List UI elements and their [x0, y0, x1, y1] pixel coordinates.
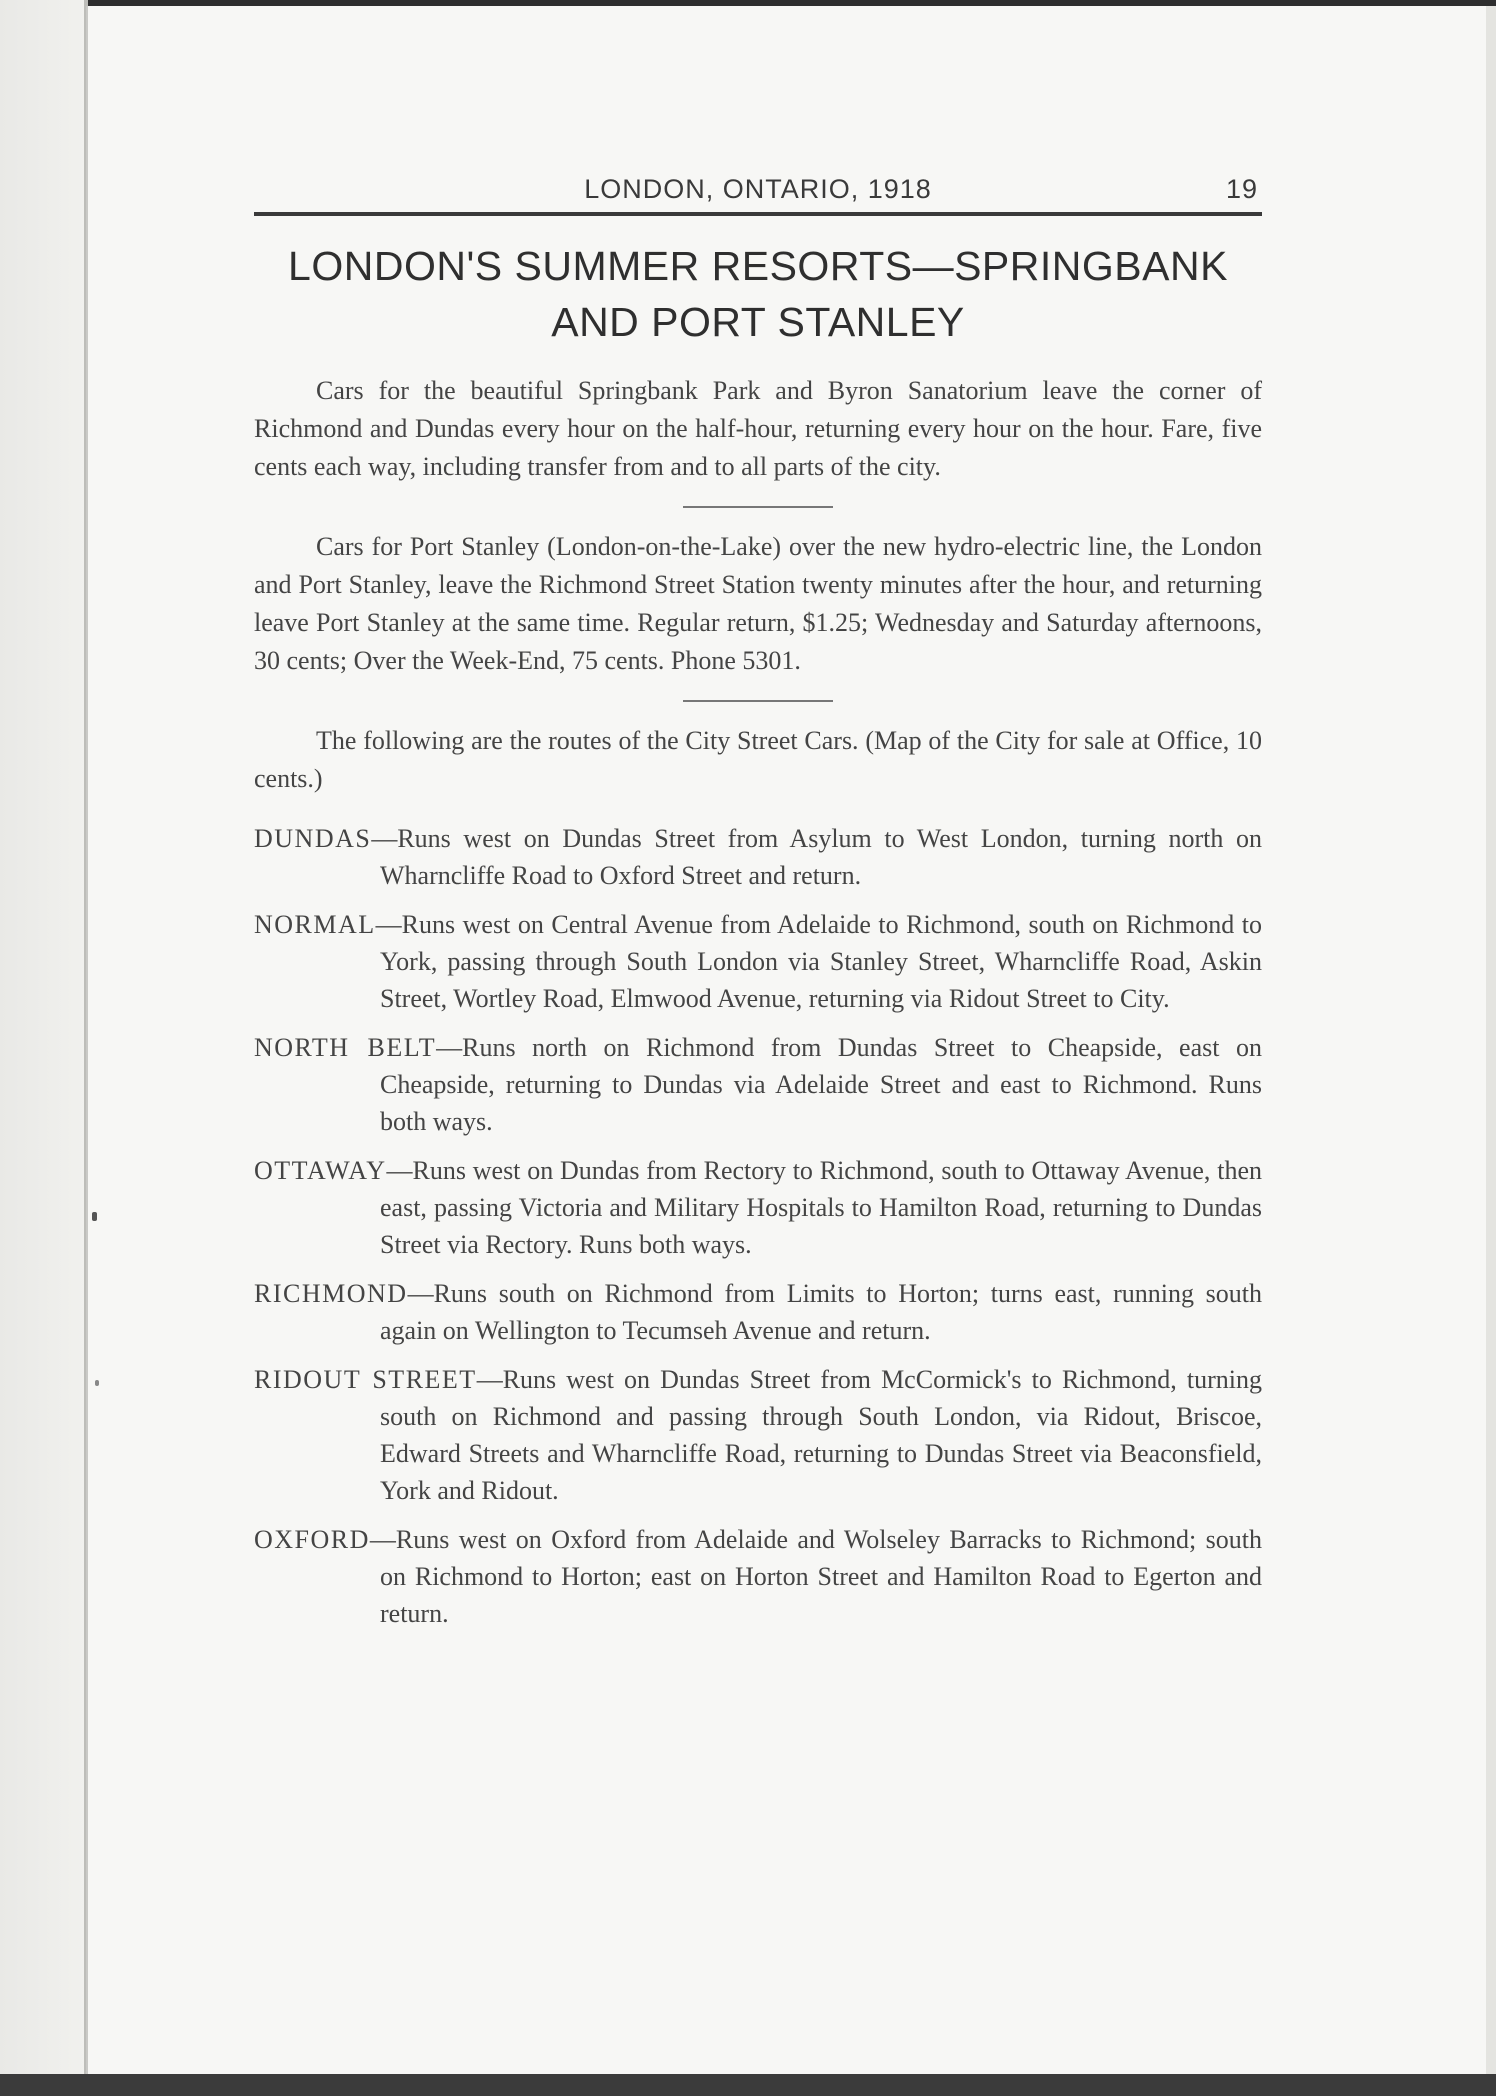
- route-name: OXFORD: [254, 1525, 370, 1554]
- route-name: RIDOUT STREET: [254, 1365, 477, 1394]
- route-description: Runs west on Oxford from Adelaide and Wolseley Barracks to Richmond; south on Richmond to Horton; east on Horton Street and Hamilton Road to Egerton and return.: [380, 1525, 1262, 1628]
- route-list: [254, 820, 1262, 1632]
- route-description: Runs west on Dundas Street from McCormick's to Richmond, turning south on Richmond and passing through South London, via Ridout, Briscoe, Edward Streets and Wharncliffe Road, returning to Dundas Street via Beaconsfield, York and Ridout.: [380, 1365, 1262, 1505]
- route-entry: [254, 1361, 1262, 1509]
- route-description: Runs west on Dundas Street from Asylum to West London, turning north on Wharncliffe Road to Oxford Street and return.: [380, 824, 1262, 890]
- facing-page-margin: [0, 0, 86, 2074]
- route-separator: —: [371, 824, 398, 853]
- section-divider: [683, 700, 833, 702]
- section-divider: [683, 506, 833, 508]
- route-separator: —: [386, 1156, 413, 1185]
- paragraph-springbank: Cars for the beautiful Springbank Park and Byron Sanatorium leave the corner of Richmond and Dundas every hour on the half-hour, returning every hour on the hour. Fare, five cents each way, including transfer from and to all parts of the city.: [254, 376, 1262, 481]
- paragraph-port-stanley: Cars for Port Stanley (London-on-the-Lake) over the new hydro-electric line, the London and Port Stanley, leave the Richmond Street Station twenty minutes after the hour, and returning leave Port Stanley at the same time. Regular return, $1.25; Wednesday and Saturday afternoons, 30 cents; Over the Week-End, 75 cents. Phone 5301.: [254, 532, 1262, 675]
- route-entry: [254, 820, 1262, 894]
- running-title: LONDON, ONTARIO, 1918: [584, 174, 932, 204]
- route-entry: [254, 1029, 1262, 1140]
- running-head: [254, 170, 1262, 216]
- route-entry: [254, 1152, 1262, 1263]
- article-title: LONDON'S SUMMER RESORTS—SPRINGBANK AND PORT STANLEY: [288, 243, 1228, 345]
- route-separator: —: [476, 1365, 503, 1394]
- scan-border-bottom: [0, 2074, 1496, 2096]
- route-separator: —: [407, 1279, 434, 1308]
- scan-speck: [95, 1380, 99, 1386]
- page-content: [254, 170, 1262, 1644]
- page-edge: [1486, 6, 1496, 2080]
- route-separator: —: [369, 1525, 396, 1554]
- route-description: Runs north on Richmond from Dundas Street to Cheapside, east on Cheapside, returning to Dundas via Adelaide Street and east to Richmond. Runs both ways.: [380, 1033, 1262, 1136]
- route-description: Runs west on Dundas from Rectory to Richmond, south to Ottaway Avenue, then east, passing Victoria and Military Hospitals to Hamilton Road, returning to Dundas Street via Rectory. Runs both ways.: [380, 1156, 1262, 1259]
- route-entry: [254, 1521, 1262, 1632]
- route-description: Runs south on Richmond from Limits to Horton; turns east, running south again on Wellington to Tecumseh Avenue and return.: [380, 1279, 1262, 1345]
- route-separator: —: [436, 1033, 463, 1062]
- route-entry: [254, 1275, 1262, 1349]
- route-name: OTTAWAY: [254, 1156, 387, 1185]
- route-separator: —: [375, 910, 402, 939]
- scan-speck: [92, 1212, 97, 1221]
- route-description: Runs west on Central Avenue from Adelaide to Richmond, south on Richmond to York, passing through South London via Stanley Street, Wharncliffe Road, Askin Street, Wortley Road, Elmwood Avenue, returning via Ridout Street to City.: [380, 910, 1262, 1013]
- page-number: 19: [1225, 174, 1258, 204]
- route-name: NORTH BELT: [254, 1033, 437, 1062]
- route-name: DUNDAS: [254, 824, 372, 853]
- route-name: NORMAL: [254, 910, 376, 939]
- route-name: RICHMOND: [254, 1279, 408, 1308]
- route-entry: [254, 906, 1262, 1017]
- paragraph-routes-intro: The following are the routes of the City Street Cars. (Map of the City for sale at Office, 10 cents.): [254, 726, 1262, 793]
